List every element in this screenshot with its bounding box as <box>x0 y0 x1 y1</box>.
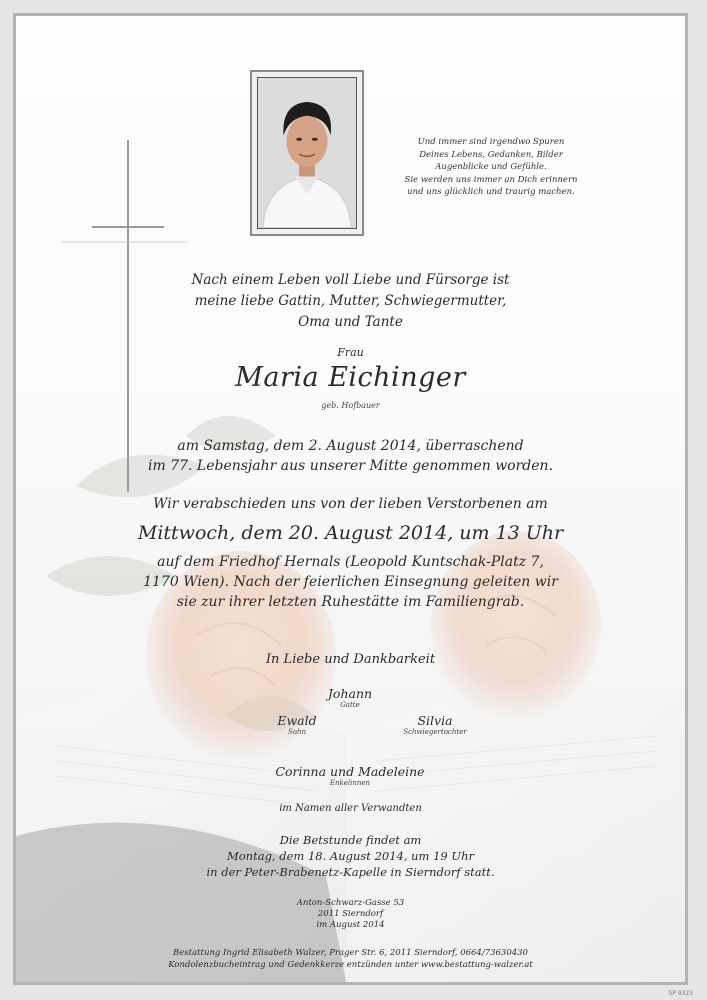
portrait-photo <box>250 70 364 236</box>
undertaker-footer <box>16 948 685 971</box>
parte-card <box>13 13 688 985</box>
mourner-grandchildren <box>240 764 460 787</box>
prayer-line: Die Betstunde findet am <box>279 833 422 847</box>
intro-line: Oma und Tante <box>298 314 403 330</box>
mourner-role: Enkelinnen <box>329 779 371 787</box>
prayer-line: Montag, dem 18. August 2014, um 19 Uhr <box>226 849 474 863</box>
quote-line: und uns glücklich und traurig machen. <box>407 187 575 197</box>
memorial-quote <box>376 136 606 199</box>
footer-line: Kondolenzbucheintrag und Gedenkkerze entzünden unter www.bestattung-walzer.at <box>168 959 533 970</box>
intro-line: Nach einem Leben voll Liebe und Fürsorge ist <box>191 272 510 288</box>
quote-line: Deines Lebens, Gedanken, Bilder <box>419 149 563 160</box>
place-line: sie zur ihrer letzten Ruhestätte im Familiengrab. <box>176 594 525 610</box>
death-line: im 77. Lebensjahr aus unserer Mitte genommen worden. <box>147 458 554 474</box>
funeral-place <box>16 552 685 612</box>
quote-line: Und immer sind irgendwo Spuren <box>417 137 565 147</box>
mourner-name: Corinna und Madeleine <box>275 764 425 779</box>
place-line: 1170 Wien). Nach der feierlichen Einsegnung geleiten wir <box>143 574 558 590</box>
portrait-image <box>258 78 356 228</box>
mourner-ewald <box>217 713 377 736</box>
deceased-title: Frau <box>337 346 364 359</box>
intro-line: meine liebe Gattin, Mutter, Schwiegermutter, <box>194 293 507 309</box>
address-line: 2011 Sierndorf <box>317 909 384 919</box>
quote-line: Augenblicke und Gefühle. <box>435 162 547 172</box>
footer-line: Bestattung Ingrid Elisabeth Walzer, Prager Str. 6, 2011 Sierndorf, 0664/73630430 <box>173 948 528 958</box>
mourner-name: Ewald <box>277 713 317 728</box>
mourner-johann <box>270 686 430 709</box>
quote-line: Sie werden uns immer an Dich erinnern <box>404 174 578 185</box>
deceased-name: Maria Eichinger <box>235 362 466 393</box>
death-line: am Samstag, dem 2. August 2014, überraschend <box>177 438 524 454</box>
intro-text <box>16 270 685 333</box>
mourner-name: Silvia <box>417 713 453 728</box>
address-line: Anton-Schwarz-Gasse 53 <box>296 898 405 908</box>
mourner-name: Johann <box>327 686 373 701</box>
death-notice <box>16 436 685 476</box>
place-line: auf dem Friedhof Hernals (Leopold Kuntschak-Platz 7, <box>157 554 544 570</box>
prayer-notice <box>16 832 685 880</box>
mourner-role: Schwiegertochter <box>403 728 467 736</box>
funeral-date: Mittwoch, dem 20. August 2014, um 13 Uhr <box>137 522 564 544</box>
sender-address <box>16 898 685 931</box>
mourner-silvia <box>355 713 515 736</box>
relatives-note: im Namen aller Verwandten <box>279 803 422 814</box>
maiden-name: geb. Hofbauer <box>321 401 380 410</box>
address-line: im August 2014 <box>316 920 385 930</box>
corner-code: SP 9323 <box>668 990 693 997</box>
mourner-role: Sohn <box>287 728 307 736</box>
prayer-line: in der Peter-Brabenetz-Kapelle in Sierndorf statt. <box>206 865 495 879</box>
mourners-heading: In Liebe und Dankbarkeit <box>265 652 436 667</box>
farewell-intro: Wir verabschieden uns von der lieben Verstorbenen am <box>153 496 548 512</box>
mourner-role: Gatte <box>340 701 360 709</box>
